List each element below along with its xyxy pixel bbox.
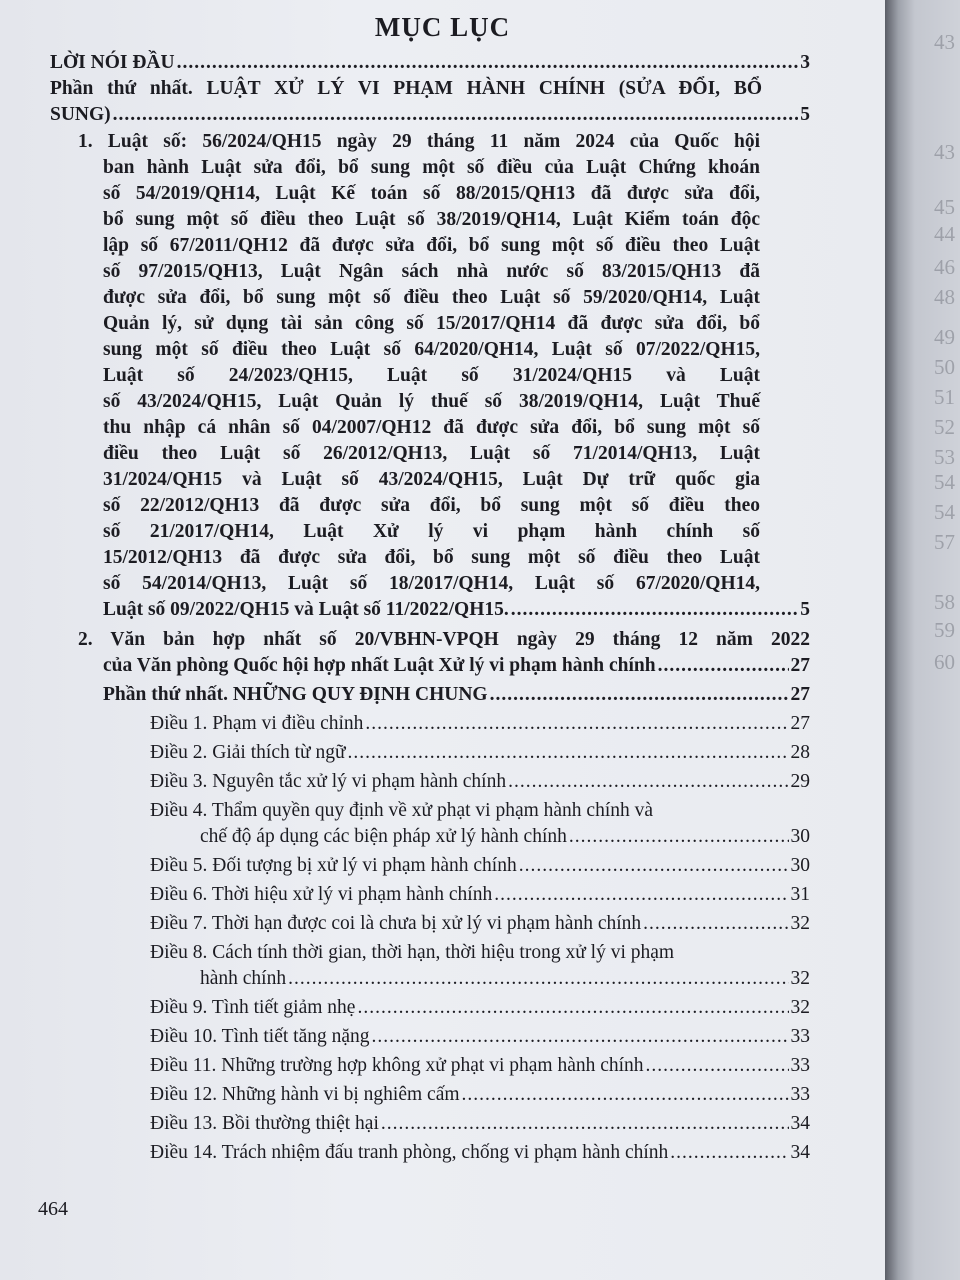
dot-leader — [646, 1053, 789, 1079]
dot-leader — [511, 597, 798, 623]
toc-entry-foreword — [50, 50, 810, 76]
dot-leader — [365, 711, 788, 737]
dot-leader — [348, 740, 789, 766]
item1-line: được sửa đổi, bổ sung một số điều theo Luật số 59/2020/QH14, Luật — [103, 287, 760, 308]
page-number: 464 — [38, 1198, 68, 1220]
toc-entry-article — [200, 824, 810, 850]
side-page-number: 54 — [934, 470, 955, 494]
toc-page: 5 — [800, 599, 810, 620]
side-page-number: 48 — [934, 285, 955, 309]
dot-leader — [357, 995, 788, 1021]
item1-line: số 21/2017/QH14, Luật Xử lý vi phạm hành chính số — [103, 521, 760, 542]
toc-entry-article — [150, 1140, 810, 1166]
toc-page: 32 — [790, 913, 810, 934]
toc-page: 28 — [790, 742, 810, 763]
item1-line: 1. Luật số: 56/2024/QH15 ngày 29 tháng 11 năm 2024 của Quốc hội — [78, 131, 760, 152]
item1-line: 31/2024/QH15 và Luật số 43/2024/QH15, Luật Dự trữ quốc gia — [103, 469, 760, 490]
item1-line: 15/2012/QH13 đã được sửa đổi, bổ sung một số điều theo Luật — [103, 547, 760, 568]
toc-entry-article — [150, 740, 810, 766]
toc-entry-article — [200, 966, 810, 992]
item1-last-line — [103, 597, 810, 623]
toc-label: Điều 2. Giải thích từ ngữ — [150, 742, 346, 763]
dot-leader — [658, 653, 789, 679]
toc-entry-article — [150, 882, 810, 908]
side-page-number: 43 — [934, 140, 955, 164]
dot-leader — [508, 769, 788, 795]
side-page-number: 46 — [934, 255, 955, 279]
item1-line: số 43/2024/QH15, Luật Quản lý thuế số 38/2019/QH14, Luật Thuế — [103, 391, 760, 412]
item1-line: điều theo Luật số 26/2012/QH13, Luật số 71/2014/QH13, Luật — [103, 443, 760, 464]
side-page-number: 51 — [934, 385, 955, 409]
dot-leader — [490, 682, 789, 708]
article-line: Điều 4. Thẩm quyền quy định về xử phạt vi phạm hành chính và — [150, 800, 654, 821]
item1-line: Quản lý, sử dụng tài sản công số 15/2017/QH14 đã được sửa đổi, bổ — [103, 313, 760, 334]
item1-line: sung một số điều theo Luật số 64/2020/QH14, Luật số 07/2022/QH15, — [103, 339, 760, 360]
toc-page: 30 — [790, 855, 810, 876]
toc-entry-article — [150, 1053, 810, 1079]
item1-line: số 54/2014/QH13, Luật số 18/2017/QH14, Luật số 67/2020/QH14, — [103, 573, 760, 594]
toc-entry-article — [150, 853, 810, 879]
toc-page: 3 — [800, 52, 810, 73]
dot-leader — [519, 853, 789, 879]
toc-entry-article — [150, 1024, 810, 1050]
toc-page: 29 — [790, 771, 810, 792]
toc-label: Điều 10. Tình tiết tăng nặng — [150, 1026, 370, 1047]
toc-label: chế độ áp dụng các biện pháp xử lý hành chính — [200, 826, 567, 847]
toc-label: Điều 7. Thời hạn được coi là chưa bị xử lý vi phạm hành chính — [150, 913, 642, 934]
dot-leader — [670, 1140, 788, 1166]
dot-leader — [494, 882, 788, 908]
side-page-number: 44 — [934, 222, 955, 246]
toc-page: 33 — [790, 1055, 810, 1076]
item1-line: số 97/2015/QH13, Luật Ngân sách nhà nước số 83/2015/QH13 đã — [103, 261, 760, 282]
toc-page: 27 — [790, 655, 810, 676]
toc-label: Điều 12. Những hành vi bị nghiêm cấm — [150, 1084, 460, 1105]
toc-label: của Văn phòng Quốc hội hợp nhất Luật Xử lý vi phạm hành chính — [103, 655, 656, 676]
toc-page: 34 — [790, 1113, 810, 1134]
side-page-number: 58 — [934, 590, 955, 614]
part1-title-line1: Phần thứ nhất. LUẬT XỬ LÝ VI PHẠM HÀNH CHÍNH (SỬA ĐỔI, BỔ — [50, 78, 762, 99]
dot-leader — [643, 911, 788, 937]
toc-label: Điều 5. Đối tượng bị xử lý vi phạm hành chính — [150, 855, 517, 876]
item1-line: thu nhập cá nhân số 04/2007/QH12 đã được sửa đổi, bổ sung một số — [103, 417, 760, 438]
toc-page: 27 — [790, 713, 810, 734]
side-page-number: 60 — [934, 650, 955, 674]
toc-page: 32 — [790, 968, 810, 989]
dot-leader — [462, 1082, 789, 1108]
page-title: MỤC LỤC — [374, 12, 511, 42]
toc-label: Điều 6. Thời hiệu xử lý vi phạm hành chính — [150, 884, 493, 905]
dot-leader — [113, 102, 799, 128]
article-line: Điều 8. Cách tính thời gian, thời hạn, thời hiệu trong xử lý vi phạm — [150, 942, 675, 963]
toc-label: Điều 13. Bồi thường thiệt hại — [150, 1113, 379, 1134]
toc-page: 30 — [790, 826, 810, 847]
toc-entry-article — [150, 1082, 810, 1108]
dot-leader — [372, 1024, 789, 1050]
toc-page: 34 — [790, 1142, 810, 1163]
toc-entry-article — [150, 1111, 810, 1137]
toc-entry-article — [150, 995, 810, 1021]
toc-entry-item2 — [103, 653, 810, 679]
side-page-number: 54 — [934, 500, 955, 524]
item1-line: số 22/2012/QH13 đã được sửa đổi, bổ sung một số điều theo — [103, 495, 760, 516]
item1-line: lập số 67/2011/QH12 đã được sửa đổi, bổ sung một số điều theo Luật — [103, 235, 760, 256]
toc-entry-article — [150, 911, 810, 937]
side-page-number: 43 — [934, 30, 955, 54]
dot-leader — [569, 824, 789, 850]
toc-entry-article — [150, 711, 810, 737]
toc-entry-subpart — [103, 682, 810, 708]
toc-label: SUNG) — [50, 104, 111, 125]
item1-line: Luật số 24/2023/QH15, Luật số 31/2024/QH15 và Luật — [103, 365, 760, 386]
toc-label: Điều 1. Phạm vi điều chỉnh — [150, 713, 364, 734]
side-page-number: 52 — [934, 415, 955, 439]
toc-label: Luật số 09/2022/QH15 và Luật số 11/2022/QH15. — [103, 599, 509, 620]
side-page-number: 45 — [934, 195, 955, 219]
toc-page: 27 — [790, 684, 810, 705]
dot-leader — [381, 1111, 789, 1137]
toc-label: hành chính — [200, 968, 287, 989]
dot-leader — [288, 966, 788, 992]
side-page-number: 59 — [934, 618, 955, 642]
side-page-number: 57 — [934, 530, 955, 554]
toc-label: Điều 14. Trách nhiệm đấu tranh phòng, chống vi phạm hành chính — [150, 1142, 669, 1163]
toc-label: LỜI NÓI ĐẦU — [50, 52, 175, 73]
toc-entry-article — [150, 769, 810, 795]
item1-line: ban hành Luật sửa đổi, bổ sung một số điều của Luật Chứng khoán — [103, 157, 760, 178]
side-page-number: 49 — [934, 325, 955, 349]
toc-page: 32 — [790, 997, 810, 1018]
toc-page: 31 — [790, 884, 810, 905]
dot-leader — [177, 50, 799, 76]
toc-label: Điều 9. Tình tiết giảm nhẹ — [150, 997, 356, 1018]
toc-entry-part1 — [50, 102, 810, 128]
side-page-number: 53 — [934, 445, 955, 469]
item1-line: số 54/2019/QH14, Luật Kế toán số 88/2015/QH13 đã được sửa đổi, — [103, 183, 760, 204]
toc-label: Phần thứ nhất. NHỮNG QUY ĐỊNH CHUNG — [103, 684, 488, 705]
item2-line1: 2. Văn bản hợp nhất số 20/VBHN-VPQH ngày 29 tháng 12 năm 2022 — [78, 629, 810, 650]
toc-label: Điều 11. Những trường hợp không xử phạt vi phạm hành chính — [150, 1055, 644, 1076]
toc-label: Điều 3. Nguyên tắc xử lý vi phạm hành chính — [150, 771, 507, 792]
toc-page: 5 — [800, 104, 810, 125]
side-page-number: 50 — [934, 355, 955, 379]
item1-line: bổ sung một số điều theo Luật số 38/2019/QH14, Luật Kiểm toán độc — [103, 209, 760, 230]
toc-page: 33 — [790, 1026, 810, 1047]
toc-page: 33 — [790, 1084, 810, 1105]
